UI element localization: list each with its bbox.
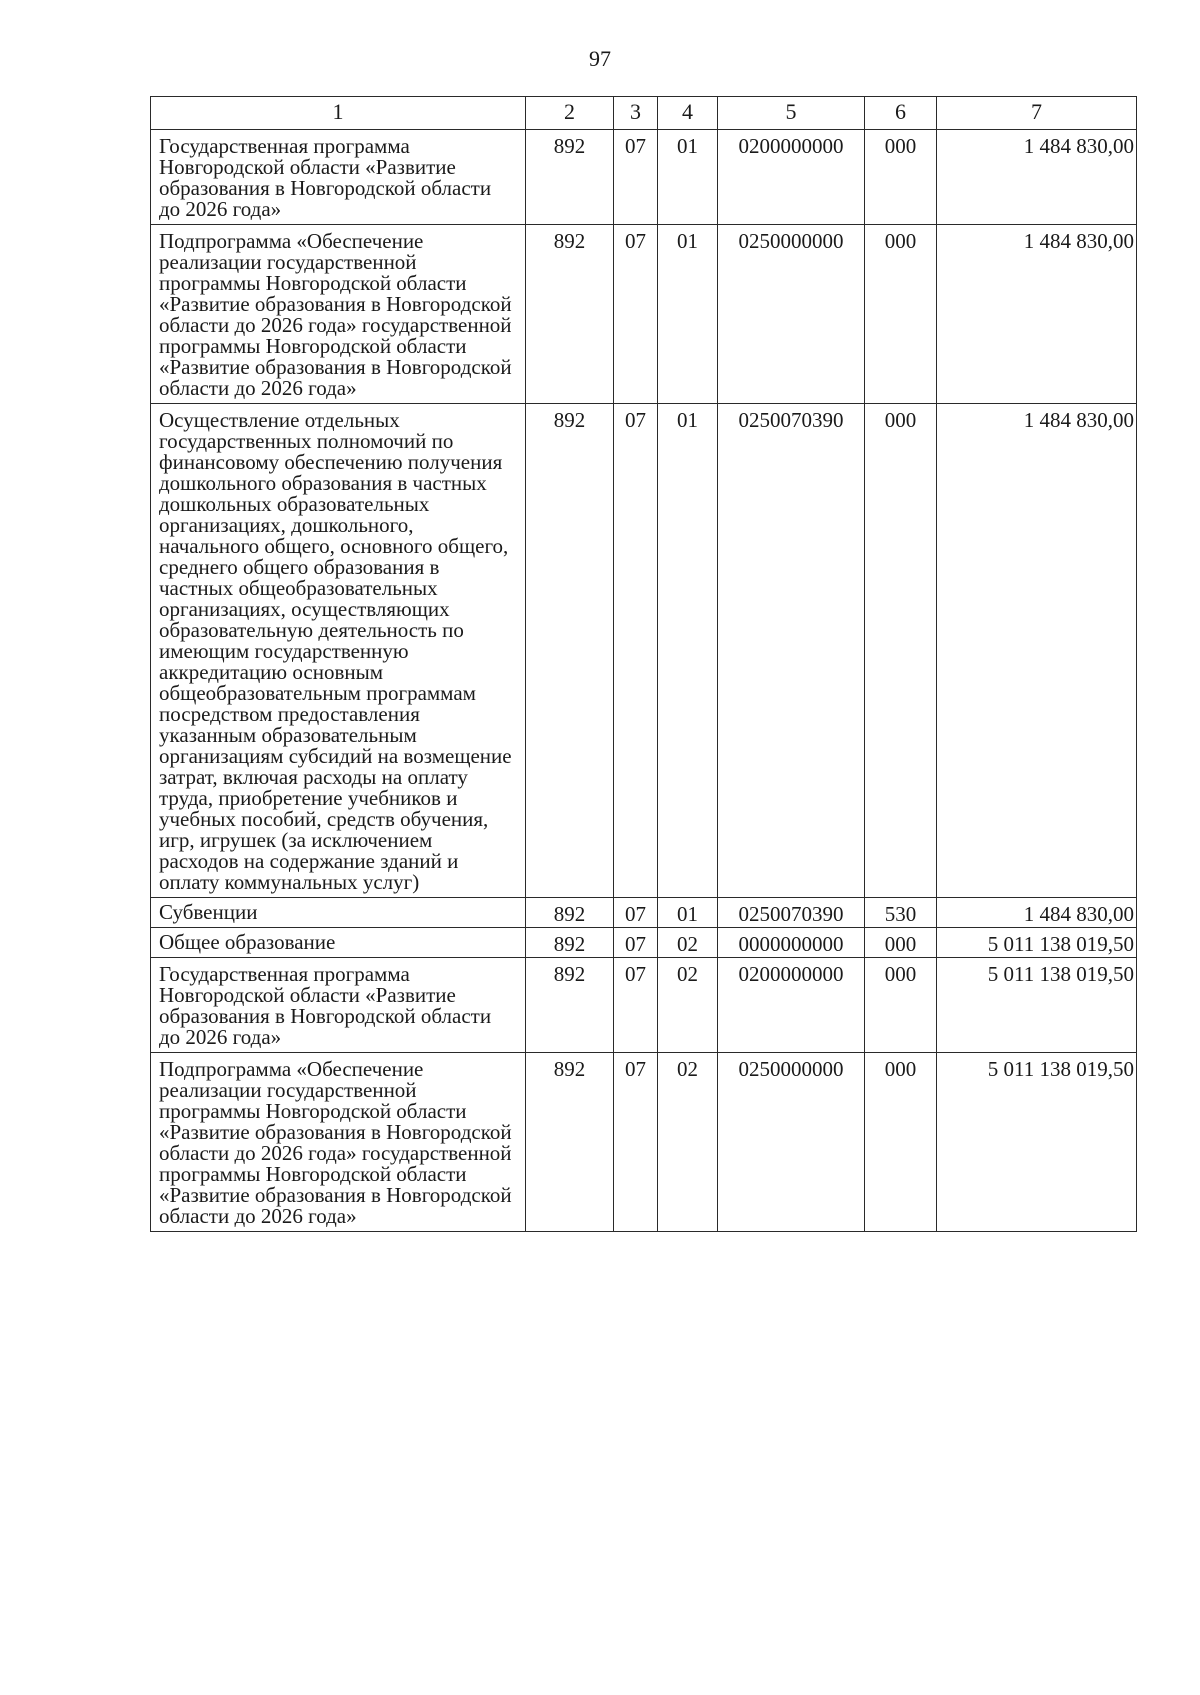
table-row: [151, 225, 1137, 404]
row-target-article: 0250000000: [718, 1053, 865, 1232]
row-ministry-code: 892: [526, 958, 614, 1053]
row-section-code: 07: [614, 225, 658, 404]
row-subsection-code: 02: [658, 928, 718, 958]
table-row: [151, 928, 1137, 958]
row-expense-type: 000: [865, 958, 937, 1053]
column-header: 2: [526, 97, 614, 130]
row-amount: 1 484 830,00: [937, 130, 1137, 225]
row-ministry-code: 892: [526, 928, 614, 958]
row-subsection-code: 02: [658, 958, 718, 1053]
row-expense-type: 000: [865, 130, 937, 225]
row-name: Подпрограмма «Обеспечение реализации государственной программы Новгородской области «Развитие образования в Новгородской области до 2026 года» государственной программы Новгородской области «Развитие образования в Новгородской области до 2026 года»: [151, 225, 526, 404]
row-subsection-code: 02: [658, 1053, 718, 1232]
column-header: 7: [937, 97, 1137, 130]
row-section-code: 07: [614, 404, 658, 898]
row-section-code: 07: [614, 928, 658, 958]
row-section-code: 07: [614, 898, 658, 928]
row-expense-type: 000: [865, 404, 937, 898]
row-amount: 1 484 830,00: [937, 898, 1137, 928]
row-target-article: 0250000000: [718, 225, 865, 404]
row-ministry-code: 892: [526, 130, 614, 225]
budget-table: [150, 96, 1137, 1232]
column-header: 4: [658, 97, 718, 130]
table-row: [151, 130, 1137, 225]
column-header: 1: [151, 97, 526, 130]
table-row: [151, 404, 1137, 898]
row-name: Подпрограмма «Обеспечение реализации государственной программы Новгородской области «Развитие образования в Новгородской области до 2026 года» государственной программы Новгородской области «Развитие образования в Новгородской области до 2026 года»: [151, 1053, 526, 1232]
row-name: Осуществление отдельных государственных полномочий по финансовому обеспечению получения дошкольного образования в частных дошкольных образовательных организациях, дошкольного, начального общего, основного общего, среднего общего образования в частных общеобразовательных организациях, осуществляющих образовательную деятельность по имеющим государственную аккредитацию основным общеобразовательным программам посредством предоставления указанным образовательным организациям субсидий на возмещение затрат, включая расходы на оплату труда, приобретение учебников и учебных пособий, средств обучения, игр, игрушек (за исключением расходов на содержание зданий и оплату коммунальных услуг): [151, 404, 526, 898]
row-amount: 1 484 830,00: [937, 404, 1137, 898]
row-target-article: 0250070390: [718, 404, 865, 898]
row-section-code: 07: [614, 1053, 658, 1232]
row-ministry-code: 892: [526, 404, 614, 898]
row-name: Государственная программа Новгородской области «Развитие образования в Новгородской области до 2026 года»: [151, 958, 526, 1053]
row-subsection-code: 01: [658, 130, 718, 225]
row-amount: 5 011 138 019,50: [937, 1053, 1137, 1232]
table-header-row: [151, 97, 1137, 130]
row-subsection-code: 01: [658, 404, 718, 898]
row-target-article: 0200000000: [718, 130, 865, 225]
row-name: Государственная программа Новгородской области «Развитие образования в Новгородской области до 2026 года»: [151, 130, 526, 225]
table-row: [151, 958, 1137, 1053]
column-header: 6: [865, 97, 937, 130]
row-subsection-code: 01: [658, 898, 718, 928]
row-name: Субвенции: [151, 898, 526, 928]
row-subsection-code: 01: [658, 225, 718, 404]
table-row: [151, 1053, 1137, 1232]
row-target-article: 0000000000: [718, 928, 865, 958]
row-ministry-code: 892: [526, 1053, 614, 1232]
row-expense-type: 000: [865, 1053, 937, 1232]
row-ministry-code: 892: [526, 225, 614, 404]
row-expense-type: 000: [865, 928, 937, 958]
row-amount: 5 011 138 019,50: [937, 928, 1137, 958]
row-target-article: 0250070390: [718, 898, 865, 928]
row-section-code: 07: [614, 130, 658, 225]
row-amount: 5 011 138 019,50: [937, 958, 1137, 1053]
row-target-article: 0200000000: [718, 958, 865, 1053]
column-header: 5: [718, 97, 865, 130]
row-ministry-code: 892: [526, 898, 614, 928]
row-section-code: 07: [614, 958, 658, 1053]
row-name: Общее образование: [151, 928, 526, 958]
page-number: 97: [589, 46, 611, 71]
table-row: [151, 898, 1137, 928]
row-expense-type: 530: [865, 898, 937, 928]
row-expense-type: 000: [865, 225, 937, 404]
column-header: 3: [614, 97, 658, 130]
row-amount: 1 484 830,00: [937, 225, 1137, 404]
